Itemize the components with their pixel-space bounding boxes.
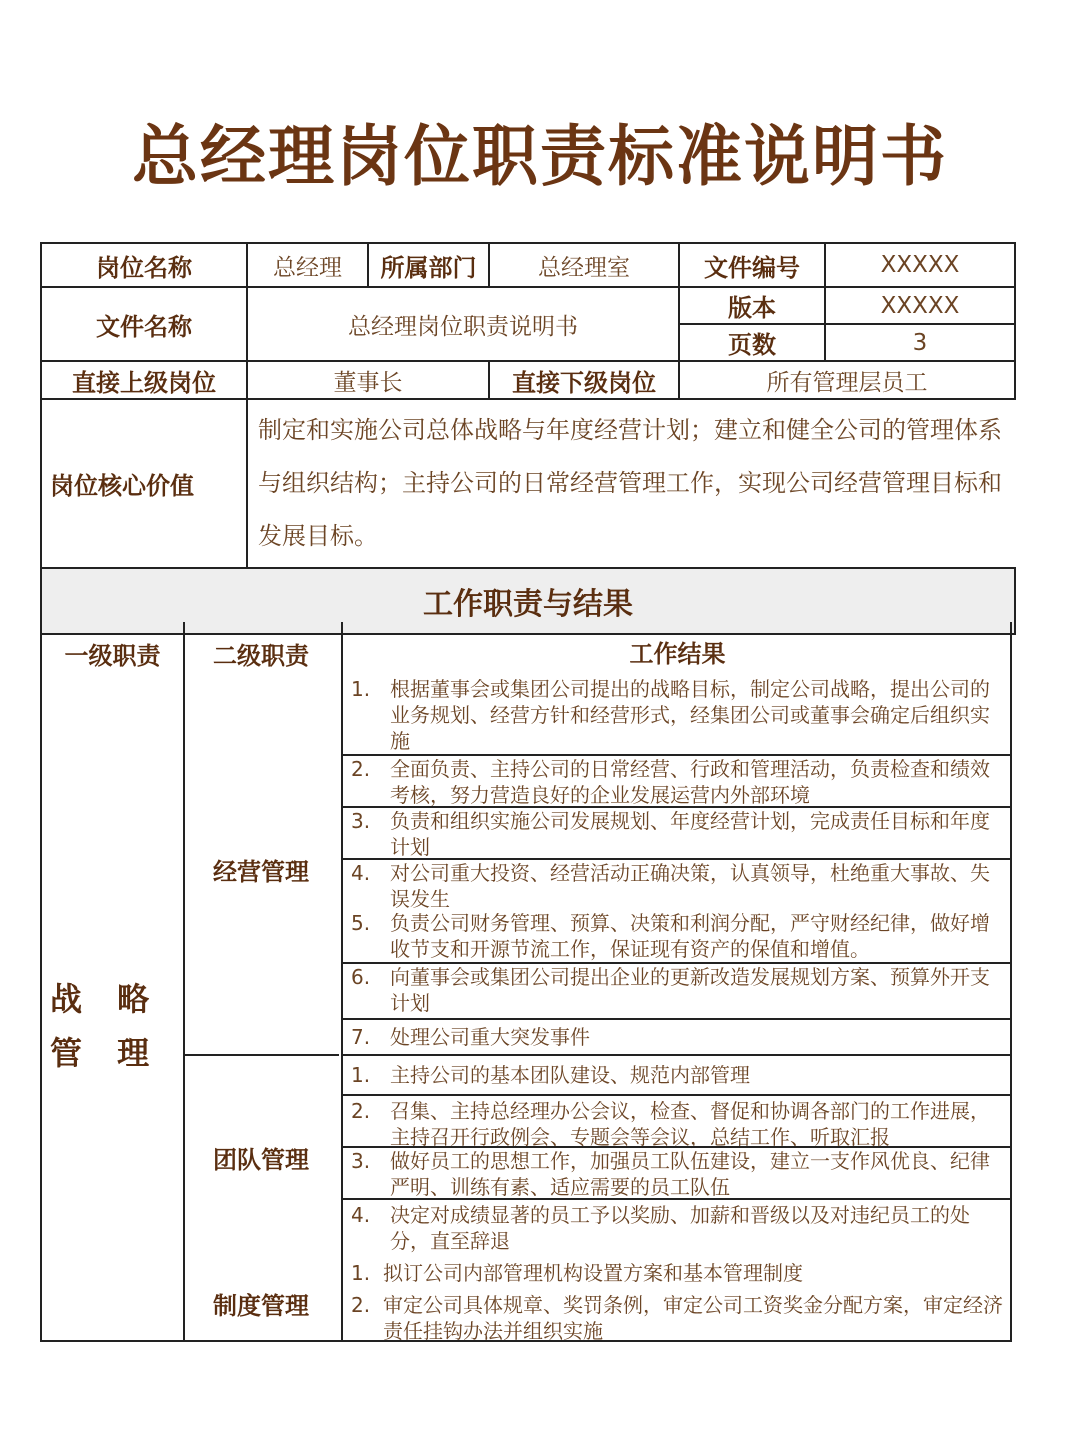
- pages-value: 3: [825, 324, 1015, 361]
- level2-column: [183, 622, 343, 1340]
- result-item: 4. 决定对成绩显著的员工予以奖励、加薪和晋级以及对违纪员工的处分，直至辞退: [343, 1198, 1012, 1252]
- version-value: XXXXX: [825, 287, 1015, 324]
- result-item: 2. 全面负责、主持公司的日常经营、行政和管理活动，负责检查和绩效考核，努力营造良好的企业发展运营内外部环境: [343, 754, 1012, 806]
- result-item: 4. 对公司重大投资、经营活动正确决策，认真领导，杜绝重大事故、失误发生: [343, 858, 1012, 910]
- position-name-value: 总经理: [247, 243, 368, 287]
- result-item: 1. 主持公司的基本团队建设、规范内部管理: [343, 1054, 1012, 1092]
- file-no-value: XXXXX: [825, 243, 1015, 287]
- result-item: 3. 负责和组织实施公司发展规划、年度经营计划，完成责任目标和年度计划: [343, 806, 1012, 858]
- result-item: 3. 做好员工的思想工作，加强员工队伍建设，建立一支作风优良、纪律严明、训练有素、适应需要的员工队伍: [343, 1146, 1012, 1198]
- department-label: 所属部门: [368, 243, 489, 287]
- level2-team-management: 团队管理: [213, 1146, 309, 1174]
- superior-value: 董事长: [247, 361, 489, 399]
- superior-label: 直接上级岗位: [41, 361, 247, 399]
- file-name-label: 文件名称: [41, 287, 247, 361]
- duties-table: [40, 622, 1012, 1342]
- result-item: 7. 处理公司重大突发事件: [343, 1018, 1012, 1054]
- department-value: 总经理室: [489, 243, 679, 287]
- pages-label: 页数: [679, 324, 825, 361]
- file-name-value: 总经理岗位职责说明书: [247, 287, 679, 361]
- position-name-label: 岗位名称: [41, 243, 247, 287]
- level1-column: [42, 622, 185, 1340]
- subordinate-label: 直接下级岗位: [489, 361, 679, 399]
- version-label: 版本: [679, 287, 825, 324]
- results-column: [343, 622, 1012, 1343]
- core-value-text: 制定和实施公司总体战略与年度经营计划；建立和健全公司的管理体系与组织结构；主持公司的日常经营管理工作，实现公司经营管理目标和发展目标。: [247, 399, 1015, 568]
- info-table: [40, 242, 1016, 635]
- level2-header: 二级职责: [213, 642, 309, 670]
- level2-business-management: 经营管理: [213, 858, 309, 886]
- section-title: 工作职责与结果: [41, 568, 1015, 634]
- core-value-label: 岗位核心价值: [41, 399, 247, 568]
- level2-divider: [183, 1054, 339, 1056]
- file-no-label: 文件编号: [679, 243, 825, 287]
- result-item: 1. 根据董事会或集团公司提出的战略目标，制定公司战略，提出公司的业务规划、经营方针和经营形式，经集团公司或董事会确定后组织实施: [351, 677, 990, 753]
- document-title: 总经理岗位职责标准说明书: [132, 118, 948, 195]
- results-header: 工作结果: [629, 640, 726, 668]
- level1-header: 一级职责: [64, 642, 161, 670]
- subordinate-value: 所有管理层员工: [679, 361, 1015, 399]
- result-item: 2. 审定公司具体规章、奖罚条例，审定公司工资奖金分配方案，审定经济责任挂钩办法并组织实施: [351, 1293, 1003, 1343]
- level2-system-management: 制度管理: [213, 1292, 309, 1320]
- result-item: 2. 召集、主持总经理办公会议，检查、督促和协调各部门的工作进展，主持召开行政例会、专题会等会议，总结工作、听取汇报: [343, 1094, 1012, 1146]
- result-item: 5. 负责公司财务管理、预算、决策和利润分配，严守财经纪律，做好增收节支和开源节流工作，保证现有资产的保值和增值。: [351, 911, 990, 961]
- result-item: 6. 向董事会或集团公司提出企业的更新改造发展规划方案、预算外开支计划: [343, 962, 1012, 1016]
- level1-duty: 战 略 管 理: [50, 980, 162, 1072]
- result-item: 1. 拟订公司内部管理机构设置方案和基本管理制度: [351, 1261, 803, 1285]
